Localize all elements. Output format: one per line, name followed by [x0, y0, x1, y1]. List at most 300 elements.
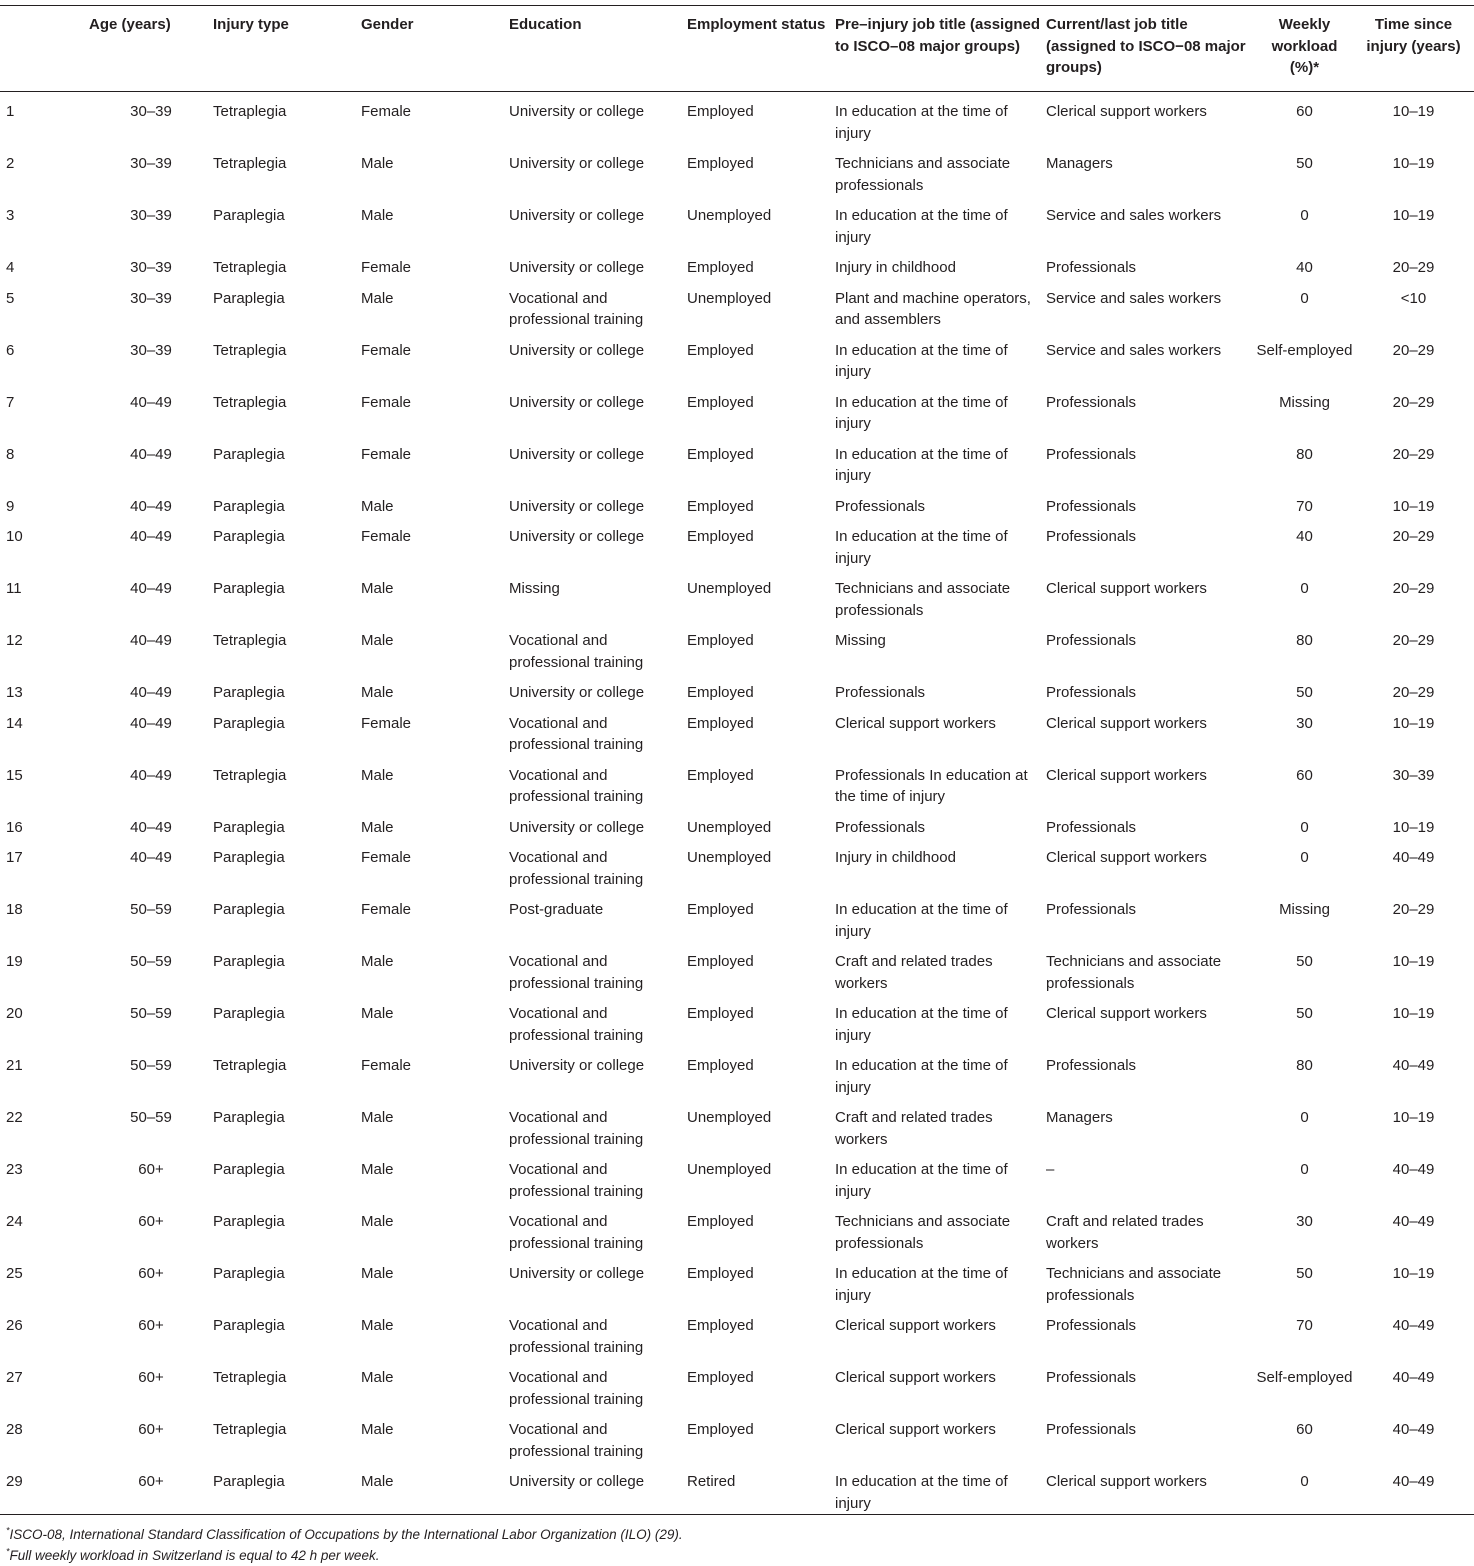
cell-pre-injury-job: In education at the time of injury — [835, 1005, 1008, 1044]
cell-current-job: Clerical support workers — [1046, 714, 1207, 732]
header-pre-injury-job: Pre–injury job title (assigned to ISCO–08 major groups) — [835, 6, 1046, 92]
cell-gender: Female — [361, 393, 412, 411]
cell-weekly-workload: 40 — [1296, 528, 1313, 545]
cell-current-job: Professionals — [1046, 632, 1137, 649]
cell-id: 20 — [6, 1005, 23, 1022]
cell-gender: Female — [361, 901, 412, 918]
cell-pre-injury-job: Professionals — [835, 497, 926, 515]
cell-current-job: Clerical support workers — [1046, 849, 1207, 866]
cell-id: 3 — [6, 207, 15, 224]
cell-age: 40–49 — [130, 714, 172, 732]
cell-injury-type: Tetraplegia — [213, 341, 287, 359]
cell-gender: Male — [361, 289, 394, 307]
cell-pre-injury-job: Injury in childhood — [835, 259, 956, 276]
cell-injury-type: Paraplegia — [213, 684, 285, 701]
cell-education: Vocational and professional training — [509, 1005, 644, 1044]
table-row — [0, 383, 1474, 435]
cell-age: 60+ — [138, 1369, 164, 1386]
cell-gender: Female — [361, 103, 412, 120]
cell-gender: Male — [361, 1005, 394, 1022]
cell-age: 50–59 — [130, 1005, 172, 1022]
cell-gender: Male — [361, 207, 394, 224]
footnote-workload — [6, 1545, 1474, 1566]
cell-weekly-workload: Self-employed — [1256, 1369, 1353, 1386]
cell-pre-injury-job: Clerical support workers — [835, 1369, 996, 1386]
cell-time-since-injury: 20–29 — [1392, 528, 1435, 545]
cell-education: Vocational and professional training — [509, 953, 644, 992]
cell-gender: Male — [361, 684, 394, 701]
cell-weekly-workload: 50 — [1296, 684, 1313, 701]
cell-id: 11 — [6, 580, 22, 597]
cell-injury-type: Tetraplegia — [213, 632, 287, 649]
cell-weekly-workload: 70 — [1296, 497, 1313, 515]
cell-injury-type: Paraplegia — [213, 1317, 285, 1334]
cell-age: 40–49 — [130, 528, 172, 545]
cell-injury-type: Paraplegia — [213, 1462, 361, 1515]
cell-injury-type: Tetraplegia — [213, 103, 287, 120]
cell-age: 30–39 — [130, 207, 172, 224]
cell-gender: Male — [361, 1265, 394, 1282]
table-row — [0, 569, 1474, 621]
cell-weekly-workload: 40 — [1296, 259, 1313, 276]
cell-weekly-workload: 50 — [1296, 1005, 1313, 1022]
cell-pre-injury-job: Missing — [835, 632, 886, 649]
cell-employment-status: Employed — [687, 1369, 754, 1386]
cell-gender: Male — [361, 1161, 394, 1178]
cell-age: 40–49 — [130, 393, 172, 411]
cell-current-job: Professionals — [1046, 259, 1137, 276]
cell-weekly-workload: Self-employed — [1256, 341, 1353, 359]
cell-age: 50–59 — [130, 953, 172, 970]
cell-id: 27 — [6, 1369, 23, 1386]
cell-age: 40–49 — [130, 497, 172, 515]
table-row — [0, 144, 1474, 196]
table-row — [0, 621, 1474, 673]
header-time-since-injury: Time since injury (years) — [1353, 6, 1474, 92]
cell-pre-injury-job: In education at the time of injury — [835, 1057, 1008, 1096]
cell-education: Vocational and professional training — [509, 289, 644, 328]
cell-current-job: Professionals — [1046, 1369, 1137, 1386]
table-row — [0, 1358, 1474, 1410]
cell-current-job: Clerical support workers — [1046, 1005, 1207, 1022]
cell-employment-status: Unemployed — [687, 580, 772, 597]
cell-pre-injury-job: Craft and related trades workers — [835, 1109, 993, 1148]
cell-current-job: Professionals — [1046, 818, 1137, 836]
cell-education: Vocational and professional training — [509, 766, 644, 805]
cell-education: University or college — [509, 1265, 645, 1282]
cell-education: University or college — [509, 259, 645, 276]
cell-time-since-injury: 10–19 — [1392, 1109, 1435, 1126]
cell-id: 19 — [6, 953, 23, 970]
cell-education: University or college — [509, 155, 645, 172]
cell-pre-injury-job: Clerical support workers — [835, 714, 996, 732]
cell-id: 6 — [6, 341, 15, 359]
header-injury-type: Injury type — [213, 6, 361, 92]
cell-pre-injury-job: In education at the time of injury — [835, 901, 1008, 940]
cell-time-since-injury: 10–19 — [1392, 953, 1435, 970]
cell-time-since-injury: <10 — [1400, 289, 1427, 307]
cell-employment-status: Unemployed — [687, 1161, 772, 1178]
cell-employment-status: Unemployed — [687, 1109, 772, 1126]
header-row — [0, 6, 1474, 92]
cell-pre-injury-job: In education at the time of injury — [835, 1265, 1008, 1304]
cell-pre-injury-job: In education at the time of injury — [835, 1161, 1008, 1200]
cell-id: 10 — [6, 528, 23, 545]
cell-weekly-workload: 60 — [1296, 103, 1313, 120]
cell-id: 17 — [6, 849, 23, 866]
cell-time-since-injury: 40–49 — [1392, 1161, 1435, 1178]
cell-injury-type: Paraplegia — [213, 289, 285, 307]
cell-employment-status: Employed — [687, 766, 754, 784]
cell-current-job: Clerical support workers — [1046, 103, 1207, 120]
cell-weekly-workload: 60 — [1296, 766, 1313, 784]
table-row — [0, 1046, 1474, 1098]
cell-time-since-injury: 40–49 — [1392, 849, 1435, 866]
cell-employment-status: Unemployed — [687, 289, 772, 307]
cell-id: 7 — [6, 393, 15, 411]
table-row — [0, 942, 1474, 994]
cell-education: Vocational and professional training — [509, 1421, 644, 1460]
cell-education: Vocational and professional training — [509, 1369, 644, 1408]
cell-pre-injury-job: Craft and related trades workers — [835, 953, 993, 992]
participant-table — [0, 5, 1474, 1515]
table-row — [0, 673, 1474, 704]
cell-weekly-workload: 0 — [1300, 1161, 1309, 1178]
cell-time-since-injury: 30–39 — [1392, 766, 1435, 784]
header-id — [0, 6, 89, 92]
cell-injury-type: Tetraplegia — [213, 1057, 287, 1074]
cell-id: 18 — [6, 901, 23, 918]
cell-id: 29 — [0, 1462, 89, 1515]
cell-age: 40–49 — [130, 818, 172, 836]
cell-current-job: Service and sales workers — [1046, 341, 1222, 359]
cell-age: 40–49 — [130, 632, 172, 649]
cell-injury-type: Paraplegia — [213, 445, 285, 463]
cell-education: University or college — [509, 1462, 687, 1515]
cell-employment-status: Employed — [687, 632, 754, 649]
cell-age: 60+ — [138, 1213, 164, 1230]
cell-gender: Male — [361, 1421, 394, 1438]
cell-time-since-injury: 10–19 — [1392, 714, 1435, 732]
cell-pre-injury-job: In education at the time of injury — [835, 103, 1008, 142]
cell-time-since-injury: 20–29 — [1392, 901, 1435, 918]
cell-id: 26 — [6, 1317, 23, 1334]
cell-education: Vocational and professional training — [509, 1213, 644, 1252]
cell-weekly-workload: 0 — [1256, 1462, 1353, 1515]
cell-id: 14 — [6, 714, 23, 732]
cell-injury-type: Paraplegia — [213, 1161, 285, 1178]
cell-gender: Male — [361, 766, 394, 784]
cell-time-since-injury: 20–29 — [1392, 580, 1435, 597]
cell-id: 28 — [6, 1421, 23, 1438]
cell-time-since-injury: 10–19 — [1392, 207, 1435, 224]
cell-education: University or college — [509, 445, 645, 463]
cell-gender: Male — [361, 155, 394, 172]
cell-pre-injury-job: Plant and machine operators, and assemblers — [835, 289, 1031, 328]
cell-current-job: Professionals — [1046, 1057, 1137, 1074]
cell-injury-type: Paraplegia — [213, 953, 285, 970]
cell-age: 30–39 — [130, 341, 172, 359]
cell-injury-type: Tetraplegia — [213, 1369, 287, 1386]
cell-pre-injury-job: Technicians and associate professionals — [835, 580, 1011, 619]
cell-employment-status: Employed — [687, 901, 754, 918]
cell-education: Vocational and professional training — [509, 1109, 644, 1148]
cell-injury-type: Tetraplegia — [213, 259, 287, 276]
table-row — [0, 248, 1474, 279]
cell-id: 22 — [6, 1109, 23, 1126]
cell-id: 15 — [6, 766, 23, 784]
cell-current-job: Craft and related trades workers — [1046, 1213, 1204, 1252]
cell-pre-injury-job: Injury in childhood — [835, 849, 956, 866]
cell-time-since-injury: 20–29 — [1392, 445, 1435, 463]
cell-time-since-injury: 40–49 — [1392, 1421, 1435, 1438]
cell-id: 23 — [6, 1161, 23, 1178]
cell-employment-status: Employed — [687, 1421, 754, 1438]
cell-weekly-workload: Missing — [1279, 901, 1330, 918]
cell-weekly-workload: 0 — [1300, 849, 1309, 866]
cell-pre-injury-job: In education at the time of injury — [835, 1462, 1046, 1515]
cell-employment-status: Employed — [687, 155, 754, 172]
cell-current-job: Professionals — [1046, 393, 1137, 411]
cell-id: 1 — [6, 103, 15, 120]
table-row — [0, 1410, 1474, 1462]
cell-employment-status: Employed — [687, 445, 754, 463]
cell-gender: Male — [361, 1213, 394, 1230]
table-row — [0, 92, 1474, 145]
cell-employment-status: Employed — [687, 1265, 754, 1282]
table-row — [0, 1306, 1474, 1358]
header-education: Education — [509, 6, 687, 92]
cell-time-since-injury: 10–19 — [1392, 155, 1435, 172]
cell-gender: Female — [361, 528, 412, 545]
footnote-mark: * — [6, 1546, 10, 1557]
cell-time-since-injury: 20–29 — [1392, 393, 1435, 411]
cell-current-job: Technicians and associate professionals — [1046, 1265, 1222, 1304]
cell-education: Vocational and professional training — [509, 1161, 644, 1200]
cell-employment-status: Unemployed — [687, 849, 772, 866]
cell-current-job: Clerical support workers — [1046, 766, 1207, 784]
cell-education: University or college — [509, 818, 645, 836]
cell-education: University or college — [509, 1057, 645, 1074]
cell-gender: Female — [361, 714, 412, 732]
cell-time-since-injury: 20–29 — [1392, 684, 1435, 701]
cell-time-since-injury: 40–49 — [1353, 1462, 1474, 1515]
cell-time-since-injury: 10–19 — [1392, 818, 1435, 836]
cell-education: University or college — [509, 497, 645, 515]
cell-employment-status: Employed — [687, 103, 754, 120]
cell-id: 5 — [6, 289, 15, 307]
cell-time-since-injury: 10–19 — [1392, 497, 1435, 515]
cell-gender: Female — [361, 1057, 412, 1074]
cell-weekly-workload: 80 — [1296, 1057, 1313, 1074]
cell-current-job: Technicians and associate professionals — [1046, 953, 1222, 992]
cell-injury-type: Paraplegia — [213, 1265, 285, 1282]
cell-gender: Male — [361, 632, 394, 649]
table-row — [0, 838, 1474, 890]
cell-current-job: Managers — [1046, 155, 1113, 172]
cell-id: 4 — [6, 259, 15, 276]
cell-education: Vocational and professional training — [509, 849, 644, 888]
cell-age: 50–59 — [130, 901, 172, 918]
table-row — [0, 279, 1474, 331]
cell-time-since-injury: 10–19 — [1392, 1265, 1435, 1282]
cell-id: 13 — [6, 684, 23, 701]
cell-age: 50–59 — [130, 1109, 172, 1126]
cell-education: University or college — [509, 393, 645, 411]
cell-weekly-workload: 30 — [1296, 1213, 1313, 1230]
cell-age: 40–49 — [130, 684, 172, 701]
cell-injury-type: Paraplegia — [213, 497, 285, 515]
table-row — [0, 1202, 1474, 1254]
cell-injury-type: Paraplegia — [213, 901, 285, 918]
cell-employment-status: Unemployed — [687, 207, 772, 224]
cell-current-job: Professionals — [1046, 684, 1137, 701]
cell-gender: Female — [361, 849, 412, 866]
cell-time-since-injury: 10–19 — [1392, 1005, 1435, 1022]
cell-pre-injury-job: Technicians and associate professionals — [835, 155, 1011, 194]
cell-gender: Female — [361, 445, 412, 463]
cell-injury-type: Paraplegia — [213, 714, 285, 732]
table-row — [0, 331, 1474, 383]
cell-weekly-workload: 30 — [1296, 714, 1313, 732]
cell-weekly-workload: 80 — [1296, 445, 1313, 463]
cell-employment-status: Employed — [687, 1057, 754, 1074]
cell-weekly-workload: 50 — [1296, 953, 1313, 970]
cell-weekly-workload: 0 — [1300, 289, 1309, 307]
cell-age: 60+ — [138, 1265, 164, 1282]
cell-injury-type: Tetraplegia — [213, 766, 287, 784]
cell-gender: Male — [361, 953, 394, 970]
cell-gender: Male — [361, 1317, 394, 1334]
cell-age: 30–39 — [130, 155, 172, 172]
footnote-text: ISCO-08, International Standard Classification of Occupations by the International Labor Organization (ILO) (29). — [9, 1527, 683, 1542]
cell-age: 60+ — [138, 1421, 164, 1438]
table-row — [0, 1462, 1474, 1515]
cell-injury-type: Tetraplegia — [213, 155, 287, 172]
cell-pre-injury-job: Professionals — [835, 684, 926, 701]
cell-pre-injury-job: In education at the time of injury — [835, 341, 1008, 380]
cell-employment-status: Unemployed — [687, 818, 772, 836]
header-current-job: Current/last job title (assigned to ISCO−08 major groups) — [1046, 6, 1256, 92]
cell-age: 60+ — [89, 1462, 213, 1515]
cell-education: University or college — [509, 103, 645, 120]
table-row — [0, 756, 1474, 808]
cell-current-job: Professionals — [1046, 528, 1137, 545]
footnote-isco — [6, 1524, 1474, 1545]
table-row — [0, 487, 1474, 518]
cell-injury-type: Paraplegia — [213, 528, 285, 545]
cell-age: 30–39 — [130, 103, 172, 120]
cell-weekly-workload: 0 — [1300, 818, 1309, 836]
cell-current-job: Service and sales workers — [1046, 289, 1222, 307]
cell-age: 50–59 — [130, 1057, 172, 1074]
table-row — [0, 1254, 1474, 1306]
cell-weekly-workload: 70 — [1296, 1317, 1313, 1334]
cell-employment-status: Employed — [687, 684, 754, 701]
cell-weekly-workload: 80 — [1296, 632, 1313, 649]
cell-employment-status: Retired — [687, 1462, 835, 1515]
cell-pre-injury-job: In education at the time of injury — [835, 207, 1008, 246]
cell-current-job: Professionals — [1046, 445, 1137, 463]
cell-employment-status: Employed — [687, 1213, 754, 1230]
cell-age: 40–49 — [130, 445, 172, 463]
cell-age: 30–39 — [130, 289, 172, 307]
cell-pre-injury-job: Professionals In education at the time of injury — [835, 766, 1028, 805]
cell-gender: Male — [361, 1109, 394, 1126]
header-gender: Gender — [361, 6, 509, 92]
cell-current-job: Service and sales workers — [1046, 207, 1222, 224]
cell-injury-type: Paraplegia — [213, 849, 285, 866]
cell-age: 40–49 — [130, 766, 172, 784]
cell-time-since-injury: 10–19 — [1392, 103, 1435, 120]
table-row — [0, 435, 1474, 487]
cell-current-job: – — [1046, 1161, 1055, 1178]
cell-pre-injury-job: In education at the time of injury — [835, 393, 1008, 432]
cell-time-since-injury: 40–49 — [1392, 1057, 1435, 1074]
table-row — [0, 196, 1474, 248]
cell-current-job: Managers — [1046, 1109, 1113, 1126]
cell-injury-type: Paraplegia — [213, 207, 285, 224]
cell-age: 60+ — [138, 1317, 164, 1334]
cell-weekly-workload: Missing — [1279, 393, 1330, 411]
cell-gender: Male — [361, 580, 394, 597]
cell-gender: Male — [361, 497, 394, 515]
cell-id: 21 — [6, 1057, 23, 1074]
cell-employment-status: Employed — [687, 714, 754, 732]
cell-pre-injury-job: Clerical support workers — [835, 1317, 996, 1334]
cell-current-job: Clerical support workers — [1046, 1462, 1256, 1515]
table-row — [0, 517, 1474, 569]
cell-education: University or college — [509, 528, 645, 545]
cell-employment-status: Employed — [687, 393, 754, 411]
cell-weekly-workload: 60 — [1296, 1421, 1313, 1438]
cell-education: University or college — [509, 684, 645, 701]
table-row — [0, 1150, 1474, 1202]
cell-time-since-injury: 40–49 — [1392, 1317, 1435, 1334]
cell-id: 24 — [6, 1213, 23, 1230]
cell-current-job: Professionals — [1046, 497, 1137, 515]
cell-id: 16 — [6, 818, 23, 836]
cell-gender: Male — [361, 1369, 394, 1386]
footnote-text: Full weekly workload in Switzerland is equal to 42 h per week. — [9, 1548, 380, 1563]
table-row — [0, 890, 1474, 942]
cell-id: 12 — [6, 632, 23, 649]
cell-pre-injury-job: Professionals — [835, 818, 926, 836]
cell-employment-status: Employed — [687, 259, 754, 276]
cell-injury-type: Paraplegia — [213, 818, 285, 836]
cell-id: 2 — [6, 155, 15, 172]
header-weekly-workload: Weekly workload (%)* — [1256, 6, 1353, 92]
table-footnotes — [0, 1515, 1474, 1566]
cell-employment-status: Employed — [687, 1005, 754, 1022]
cell-education: Vocational and professional training — [509, 714, 644, 753]
footnote-mark: * — [6, 1525, 10, 1536]
cell-employment-status: Employed — [687, 497, 754, 515]
cell-gender: Male — [361, 1462, 509, 1515]
cell-education: Post-graduate — [509, 901, 604, 918]
table-row — [0, 704, 1474, 756]
cell-time-since-injury: 20–29 — [1392, 341, 1435, 359]
cell-employment-status: Employed — [687, 341, 754, 359]
cell-injury-type: Paraplegia — [213, 1213, 285, 1230]
header-age: Age (years) — [89, 6, 213, 92]
table-row — [0, 994, 1474, 1046]
cell-age: 40–49 — [130, 849, 172, 866]
cell-time-since-injury: 40–49 — [1392, 1213, 1435, 1230]
cell-injury-type: Paraplegia — [213, 1109, 285, 1126]
cell-age: 60+ — [138, 1161, 164, 1178]
cell-injury-type: Tetraplegia — [213, 393, 287, 411]
